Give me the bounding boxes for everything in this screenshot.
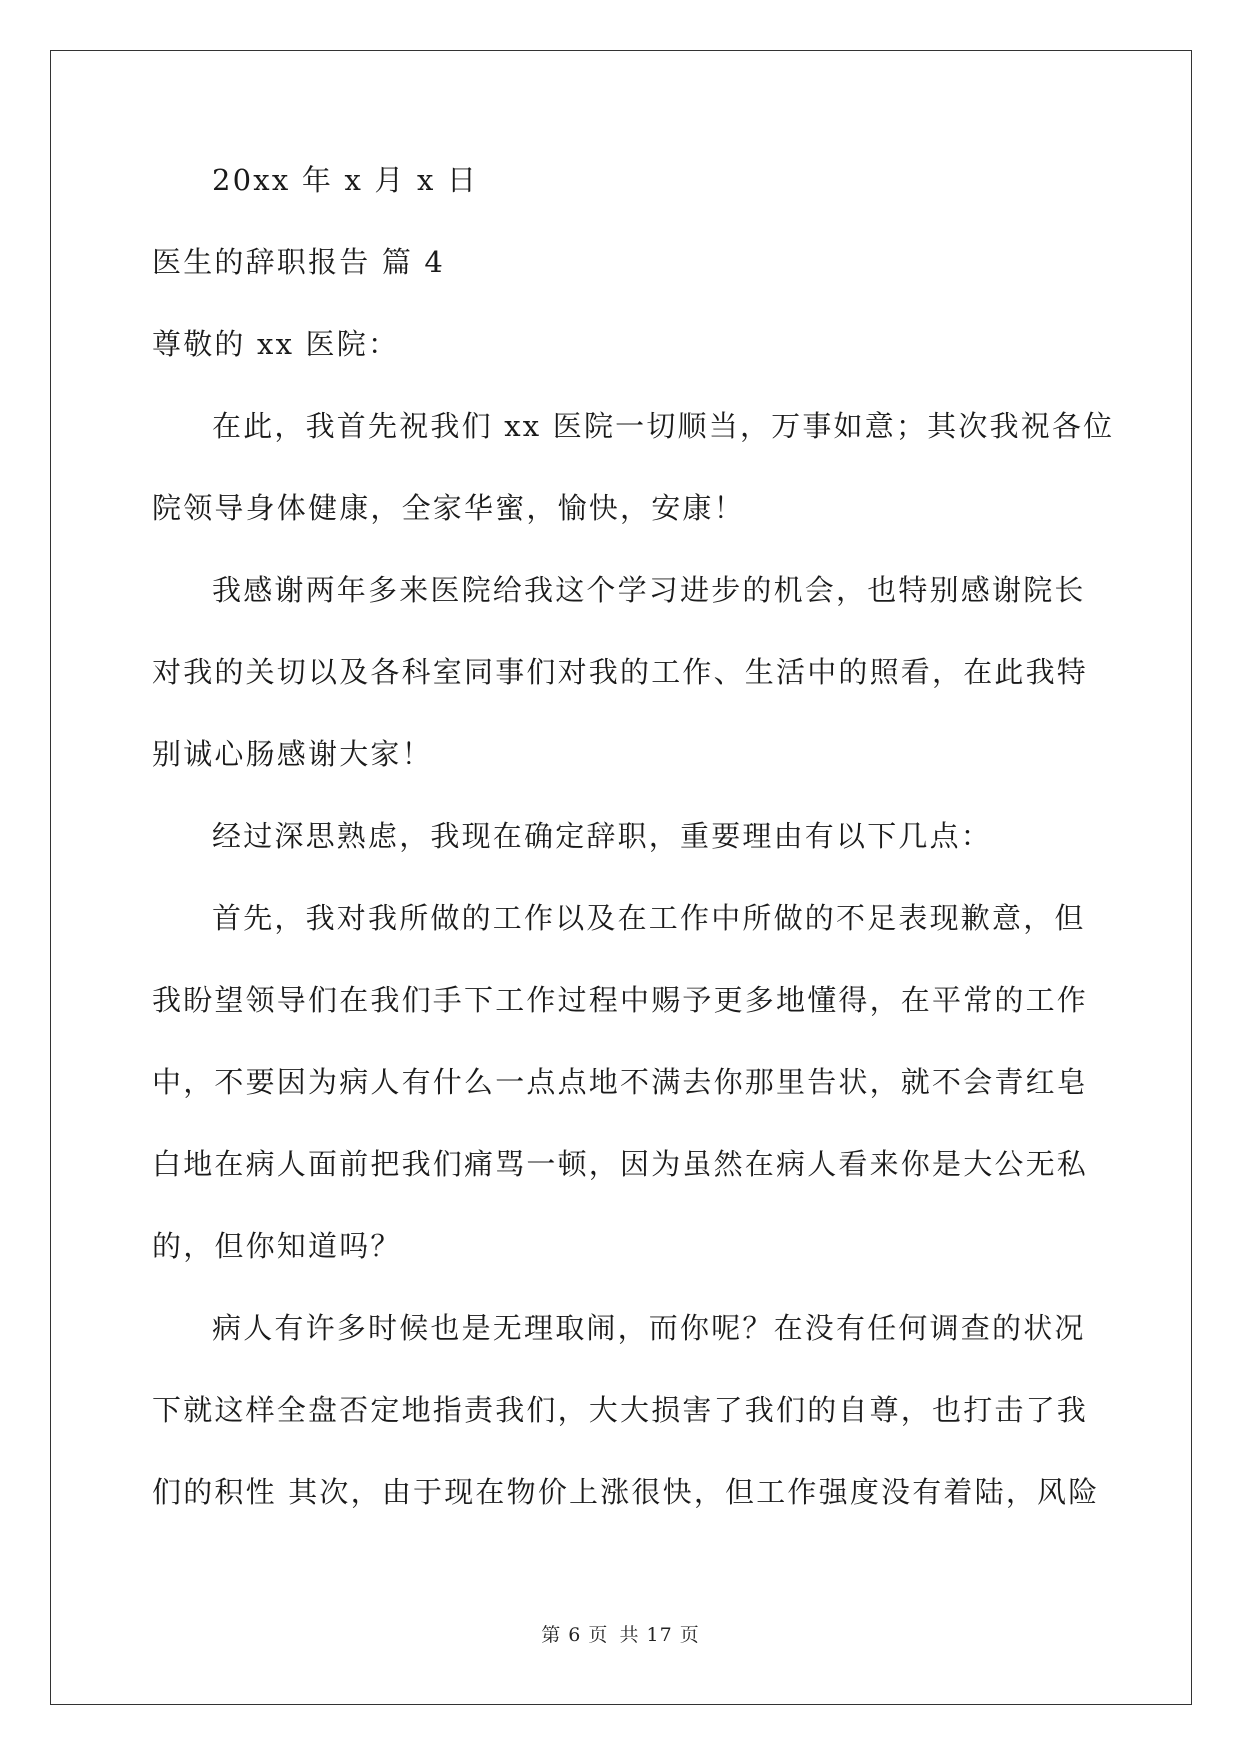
paragraph-line: 首先，我对我所做的工作以及在工作中所做的不足表现歉意，但 — [212, 901, 1086, 935]
paragraph-line: 在此，我首先祝我们 xx 医院一切顺当，万事如意；其次我祝各位 — [212, 409, 1115, 443]
paragraph-line: 我盼望领导们在我们手下工作过程中赐予更多地懂得，在平常的工作 — [152, 983, 1089, 1017]
paragraph-line: 对我的关切以及各科室同事们对我的工作、生活中的照看，在此我特 — [152, 655, 1089, 689]
page-total: 共 17 页 — [619, 1624, 700, 1646]
paragraph-line: 别诚心肠感谢大家！ — [152, 737, 433, 771]
paragraph-line: 的，但你知道吗？ — [152, 1229, 402, 1263]
page-number: 第 6 页 — [541, 1624, 609, 1646]
paragraph-line: 们的积性 其次，由于现在物价上涨很快，但工作强度没有着陆，风险 — [152, 1475, 1100, 1509]
paragraph-line: 院领导身体健康，全家华蜜，愉快，安康！ — [152, 491, 745, 525]
paragraph-line: 中，不要因为病人有什么一点点地不满去你那里告状，就不会青红皂 — [152, 1065, 1089, 1099]
page-footer — [0, 1620, 1241, 1647]
salutation: 尊敬的 xx 医院： — [152, 327, 400, 361]
paragraph-line: 病人有许多时候也是无理取闹，而你呢？在没有任何调查的状况 — [212, 1311, 1086, 1345]
paragraph-line: 白地在病人面前把我们痛骂一顿，因为虽然在病人看来你是大公无私 — [152, 1147, 1089, 1181]
section-title: 医生的辞职报告 篇 4 — [152, 245, 446, 279]
paragraph-line: 经过深思熟虑，我现在确定辞职，重要理由有以下几点： — [212, 819, 993, 853]
date-line: 20xx 年 x 月 x 日 — [212, 163, 479, 197]
page-border — [50, 50, 1192, 1705]
paragraph-line: 我感谢两年多来医院给我这个学习进步的机会，也特别感谢院长 — [212, 573, 1086, 607]
paragraph-line: 下就这样全盘否定地指责我们，大大损害了我们的自尊，也打击了我 — [152, 1393, 1089, 1427]
